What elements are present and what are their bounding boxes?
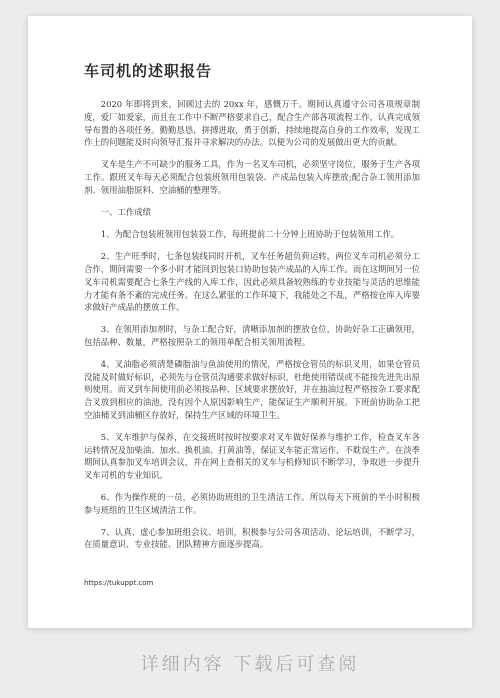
intro-paragraph: 2020 年即将到来，回顾过去的 20xx 年，感慨万千。期间认真遵守公司各项规章制度，爱厂如爱家，而且在工作中不断严格要求自己，配合生产部各项流程工作，认真完成领导布置的各项任务。勤勤恳恳，拼搏进取，勇于创新，持续地提高自身的工作效率，发现工作上的问题能及时向领导汇报并寻求解决的办法。以便为公司的发展做出更大的贡献。 — [84, 99, 420, 148]
achievement-item-1: 1、为配合包装班领用包装袋工作，每班提前二十分钟上班协助于包装领用工作。 — [100, 229, 400, 240]
achievement-item-7: 7、认真、虚心参加班组会议、培训，积极参与公司各项活动、论坛培训，不断学习，在质量意识、专业技能、团队精神方面逐步提高。 — [84, 526, 420, 550]
duty-paragraph: 叉车是生产不可缺少的服务工具，作为一名叉车司机，必须坚守岗位，服务于生产各项工作。跟班叉车每天必须配合包装班领用包装袋、产成品包装入库摆放;配合杂工领用添加剂、领用油脂原料、空油桶的整理等。 — [84, 159, 420, 195]
download-prompt[interactable]: 详细内容 下载后可查阅 — [140, 654, 360, 675]
achievement-item-6: 6、作为操作班的一员，必须协助班组的卫生清洁工作。所以每天下班前的半小时积极参与班组的卫生区域清洁工作。 — [84, 491, 420, 515]
achievement-item-4: 4、叉油脂必须清楚磷脂油与鱼油使用的情况，严格按仓管员的标识叉用，如果仓管员没能及时做好标识，必须先与仓管员沟通要求做好标识，杜绝使用错误或不能按先进先出原则使用。而叉到车间使用前必须按品种、区域要求摆放好，并在抽油过程严格按杂工要求配合叉放到相应的油池，没有因个人原因影响生产，能保证生产顺利开展。下班前协助杂工把空油桶叉到油桶区存放好，保持生产区域的环境卫生。 — [84, 358, 420, 420]
source-url: https://tukuppt.com — [84, 579, 154, 587]
achievement-item-3: 3、在领用添加剂时，与杂工配合好，清晰添加剂的摆放仓位，协助好杂工正确领用，包括品种、数量，严格按照杂工的领用单配合相关领用流程。 — [84, 324, 420, 347]
achievement-item-5: 5、叉车维护与保养，在交接班时按时按要求对叉车做好保养与维护工作，检查叉车各运转情况及加柴油、加水、换机油、打黄油等，保证叉车能正常运作，不耽误生产。在淡季期间认真参加叉车培训会议，并在网上查相关的叉车与机修知识不断学习，争取进一步提升叉车司机的专业知识。 — [84, 431, 420, 481]
section-heading-achievements: 一、工作成绩 — [100, 206, 152, 217]
document-title: 车司机的述职报告 — [84, 62, 213, 80]
document-page — [28, 16, 472, 628]
document-body — [84, 98, 420, 560]
achievement-item-2: 2、生产旺季时，七条包装线同时开机，叉车任务超负荷运转，两位叉车司机必须分工合作，期间需要一个多小时才能回到包装口协助包装产成品的入库工作。而在这期间另一位叉车司机需要配合七条生产线的入库工作，因此必须具备较熟练的专业技能与灵活的思维能力才能有条不紊的完成任务。在这么紧张的工作环境下，我能处之不乱，严格按仓库入库要求做好产成品的摆放工作。 — [84, 251, 420, 313]
